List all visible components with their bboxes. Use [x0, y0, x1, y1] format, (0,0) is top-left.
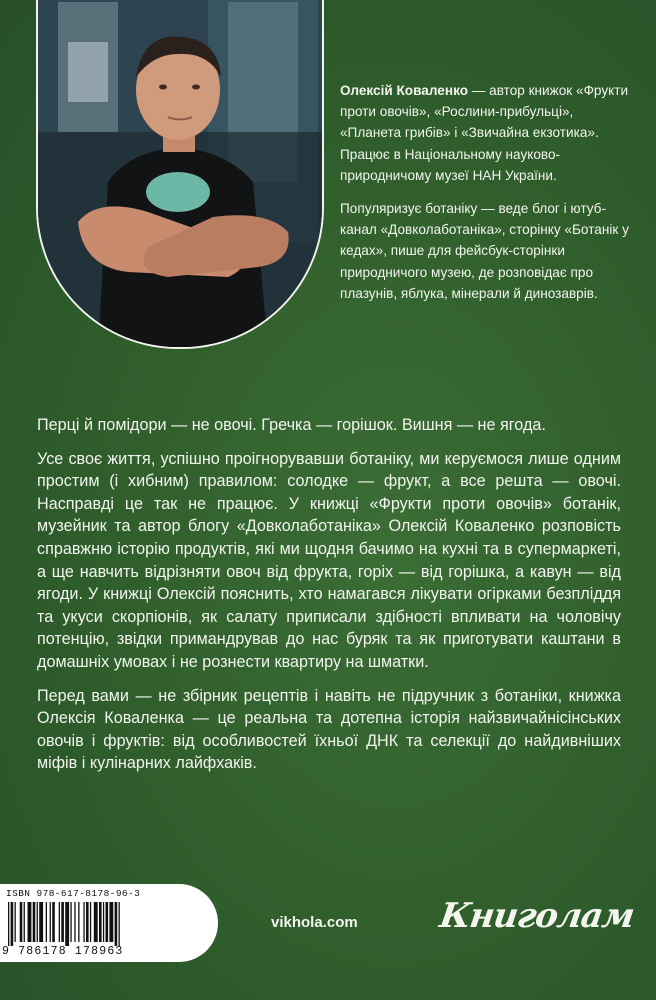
description-paragraph-3: Перед вами — не збірник рецептів і навіть не підручник з ботаніки, книжка Олексія Коваленка — це реальна та дотепна історія найзвичайнісінських овочів і фруктів: від особливостей їхньої ДНК та селекції до найдивніших міфів і кулінарних лайфхаків.: [37, 686, 621, 773]
barcode-bar: [70, 902, 71, 942]
description-paragraph-1: Перці й помідори — не овочі. Гречка — горішок. Вишня — не ягода.: [37, 416, 546, 434]
barcode-bar: [61, 902, 64, 942]
barcode-bar: [119, 902, 120, 946]
author-name: Олексій Коваленко: [340, 83, 468, 98]
barcode-bar: [59, 902, 60, 942]
barcode-bar: [99, 902, 102, 942]
author-bio-paragraph-2: Популяризує ботаніку — веде блог і ютуб-канал «Довколаботаніка», сторінку «Ботанік у кедах», пише для фейсбук-сторінки природничого музею, де розповідає про плазунів, яблука, мінерали й динозаврів.: [340, 201, 629, 301]
publisher-logo: Книголам: [437, 896, 637, 936]
author-photo-image: [38, 0, 322, 347]
barcode-bar: [74, 902, 75, 942]
barcode-bar: [106, 902, 109, 942]
barcode-bar: [39, 902, 43, 942]
barcode-bar: [50, 902, 51, 942]
barcode-bar: [109, 902, 113, 942]
barcode-bar: [37, 902, 38, 942]
barcode-bar: [94, 902, 98, 942]
barcode-bar: [15, 902, 16, 942]
author-bio-text-1: — автор книжок «Фрукти проти овочів», «Рослини-прибульці», «Планета грибів» і «Звичайна екзотика». Працює в Національному науково-природничому музеї НАН України.: [340, 83, 629, 183]
barcode-bar: [8, 902, 9, 946]
barcode-icon: [6, 902, 166, 946]
isbn: ISBN 978-617-8178-96-3: [6, 888, 141, 899]
barcode-bar: [90, 902, 91, 942]
barcode-bar: [11, 902, 14, 946]
author-bio: [340, 80, 630, 316]
author-photo: [36, 0, 324, 349]
barcode-bar: [33, 902, 36, 942]
barcode-bar: [65, 902, 69, 946]
barcode-bar: [115, 902, 118, 946]
barcode-bar: [78, 902, 79, 942]
barcode-digits: 9 786178 178963: [2, 945, 124, 958]
barcode-bar: [86, 902, 89, 942]
description-paragraph-2: Усе своє життя, успішно проігнорувавши ботаніку, ми керуємося лише одним простим (і хибним) правилом: солодке — фрукт, а все решта — овочі. Насправді це так не працює. У книжці «Фрукти проти овочів» ботанік, музейник та автор блогу «Довколаботаніка» Олексій Коваленко розповість справжню історію продуктів, які ми щодня бачимо на кухні та в супермаркеті, а ще навчить відрізняти овоч від фрукта, горіх — від горішка, а кавун — від ягоди. У книжці Олексій пояснить, хто намагався лікувати огірками безпліддя та укуси скорпіонів, як салату приписали здібності впливати на чоловічу потенцію, звідки примандрував до нас буряк та як приготувати каштани в домашніх умовах і не рознести квартиру на шматки.: [37, 449, 621, 671]
barcode-bar: [20, 902, 23, 942]
publisher-website[interactable]: vikhola.com: [271, 914, 358, 931]
barcode-bar: [52, 902, 55, 942]
book-description: [37, 414, 621, 786]
barcode-bar: [24, 902, 25, 942]
author-bio-paragraph-1: [340, 80, 630, 186]
barcode-bar: [46, 902, 47, 942]
barcode-box: [0, 884, 218, 962]
barcode-bar: [83, 902, 84, 942]
barcode-bar: [103, 902, 104, 942]
barcode-bar: [28, 902, 32, 942]
